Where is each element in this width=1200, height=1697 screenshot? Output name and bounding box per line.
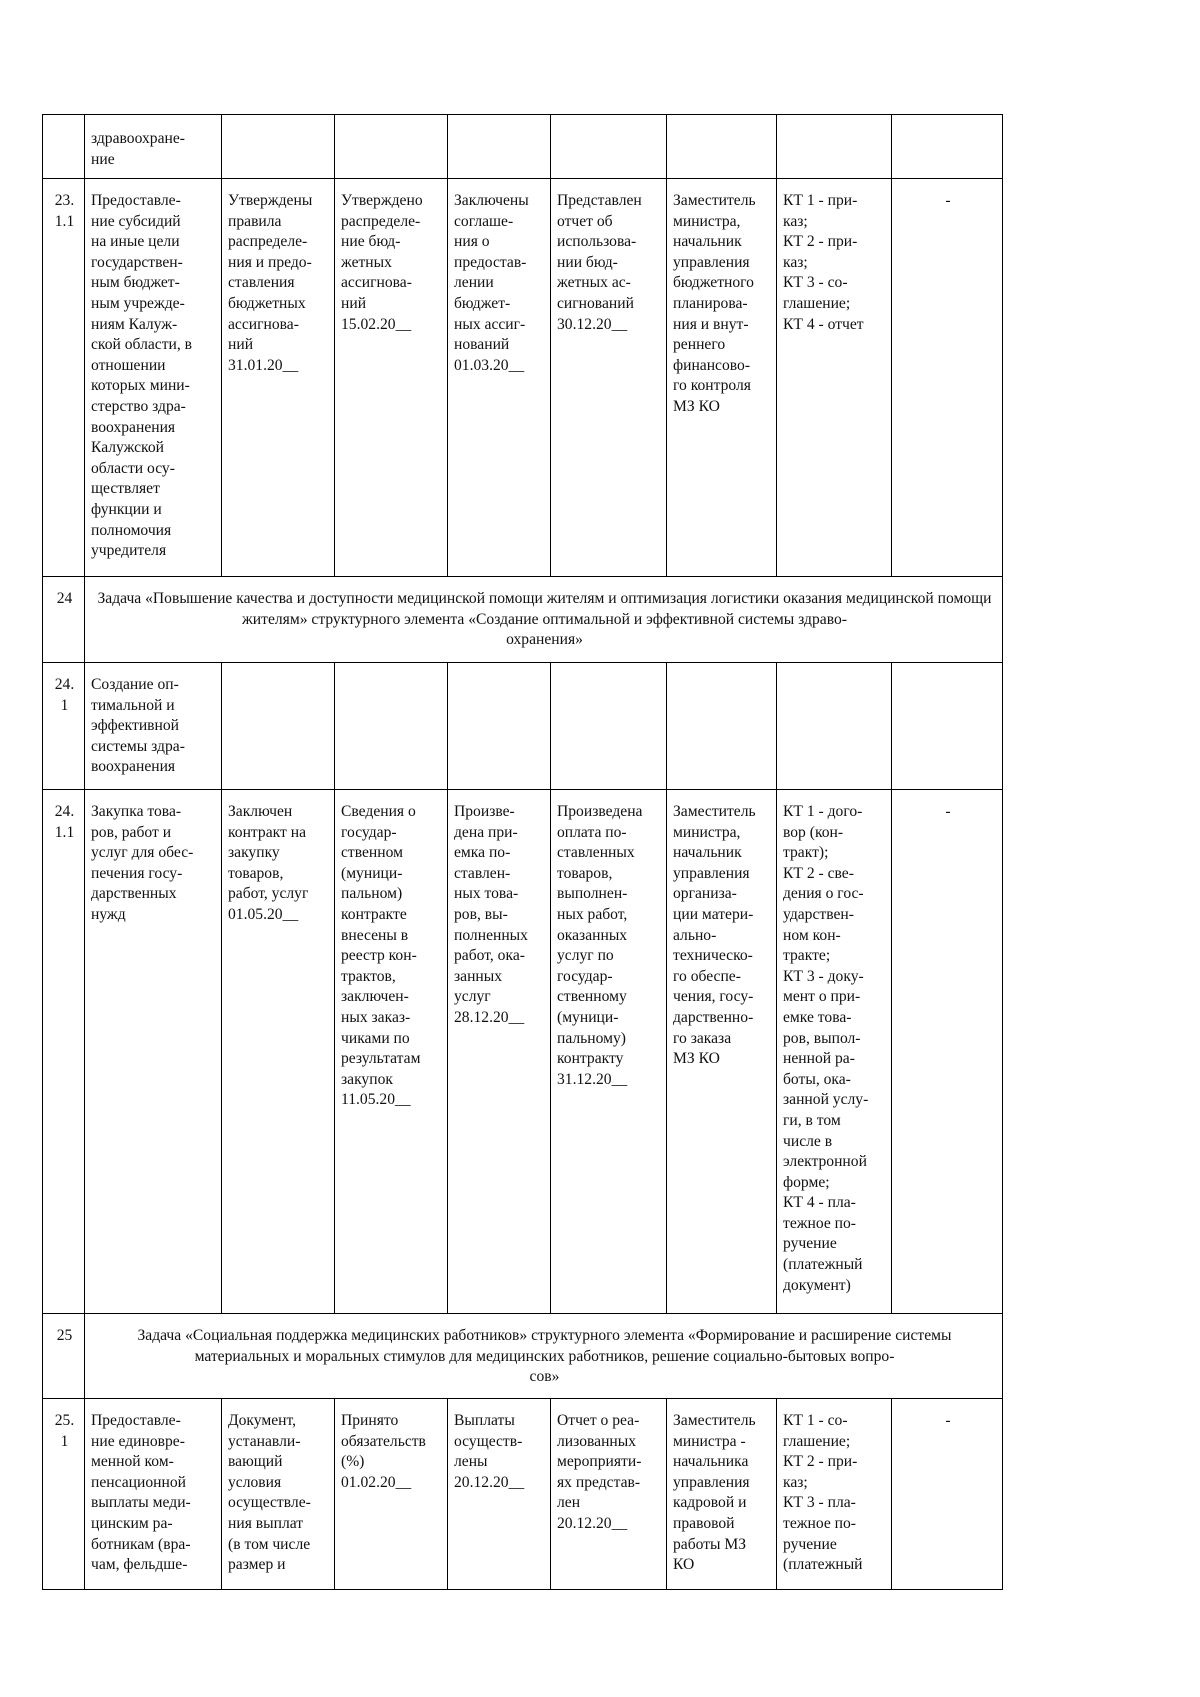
table-row: [43, 1399, 1003, 1590]
activity-name: Закупка това- ров, работ и услуг для обес- печения госу- дарственных нужд: [85, 790, 222, 1314]
row-number: 24: [43, 577, 85, 663]
documents: КТ 1 - при- каз; КТ 2 - при- каз; КТ 3 - со- глашение; КТ 4 - отчет: [777, 179, 892, 577]
row-number: 23. 1.1: [43, 179, 85, 577]
documents: [777, 115, 892, 179]
activity-name: Предоставле- ние субсидий на иные цели государствен- ным бюджет- ным учрежде- ниям Калуж- ской области, в отношении которых мини- стерство здра- воохранения Калужской области осу- ществляет функции и полномочия учредителя: [85, 179, 222, 577]
task-heading: Задача «Повышение качества и доступности медицинской помощи жителям и оптимизация логистики оказания медицинской помощи жителям» структурного элемента «Создание оптимальной и эффективной системы здраво- охранения»: [85, 577, 1003, 663]
row-number: [43, 115, 85, 179]
control-point-1: [222, 115, 335, 179]
last-column: [892, 663, 1003, 790]
control-point-4: Произведена оплата по- ставленных товаров, выполнен- ных работ, оказанных услуг по государ- ственному (муници- пальному) контракту 31.12.20__: [551, 790, 667, 1314]
last-column: -: [892, 1399, 1003, 1590]
control-point-2: [335, 663, 448, 790]
table-row: [43, 663, 1003, 790]
task-heading: Задача «Социальная поддержка медицинских работников» структурного элемента «Формирование и расширение системы материальных и моральных стимулов для медицинских работников, решение социально-бытовых вопро- сов»: [85, 1314, 1003, 1399]
documents: [777, 663, 892, 790]
control-point-3: Выплаты осуществ- лены 20.12.20__: [448, 1399, 551, 1590]
last-column: -: [892, 790, 1003, 1314]
responsible: Заместитель министра - начальника управления кадровой и правовой работы МЗ КО: [667, 1399, 777, 1590]
control-point-2: [335, 115, 448, 179]
documents: КТ 1 - дого- вор (кон- тракт); КТ 2 - све- дения о гос- ударствен- ном кон- тракте; КТ 3 - доку- мент о при- емке това- ров, выпол- ненной ра- боты, ока- занной услу- ги, в том числе в электронной форме; КТ 4 - пла- тежное по- ручение (платежный документ): [777, 790, 892, 1314]
table-row: [43, 115, 1003, 179]
responsible: [667, 115, 777, 179]
control-point-3: [448, 115, 551, 179]
control-point-2: Утверждено распределе- ние бюд- жетных ассигнова- ний 15.02.20__: [335, 179, 448, 577]
row-number: 25: [43, 1314, 85, 1399]
row-number: 24. 1.1: [43, 790, 85, 1314]
control-point-1: Утверждены правила распределе- ния и предо- ставления бюджетных ассигнова- ний 31.01.20__: [222, 179, 335, 577]
last-column: -: [892, 179, 1003, 577]
control-point-2: Принято обязательств (%) 01.02.20__: [335, 1399, 448, 1590]
control-point-1: Заключен контракт на закупку товаров, работ, услуг 01.05.20__: [222, 790, 335, 1314]
responsible: Заместитель министра, начальник управления организа- ции матери- ально- техническо- го обеспе- чения, госу- дарственно- го заказа МЗ КО: [667, 790, 777, 1314]
activity-name: Создание оп- тимальной и эффективной системы здра- воохранения: [85, 663, 222, 790]
table-row: [43, 790, 1003, 1314]
row-number: 24. 1: [43, 663, 85, 790]
control-points-table: [42, 114, 1003, 1590]
control-point-4: [551, 663, 667, 790]
activity-name: здравоохране- ние: [85, 115, 222, 179]
table-row: [43, 577, 1003, 663]
responsible: [667, 663, 777, 790]
responsible: Заместитель министра, начальник управления бюджетного планирова- ния и внут- реннего финансово- го контроля МЗ КО: [667, 179, 777, 577]
control-point-4: [551, 115, 667, 179]
control-point-1: Документ, устанавли- вающий условия осуществле- ния выплат (в том числе размер и: [222, 1399, 335, 1590]
row-number: 25. 1: [43, 1399, 85, 1590]
documents: КТ 1 - со- глашение; КТ 2 - при- каз; КТ 3 - пла- тежное по- ручение (платежный: [777, 1399, 892, 1590]
table-row: [43, 179, 1003, 577]
control-point-1: [222, 663, 335, 790]
control-point-3: [448, 663, 551, 790]
activity-name: Предоставле- ние единовре- менной ком- пенсационной выплаты меди- цинским ра- ботникам (вра- чам, фельдше-: [85, 1399, 222, 1590]
control-point-3: Заключены соглаше- ния о предостав- лении бюджет- ных ассиг- нований 01.03.20__: [448, 179, 551, 577]
control-point-3: Произве- дена при- емка по- ставлен- ных това- ров, вы- полненных работ, ока- занных услуг 28.12.20__: [448, 790, 551, 1314]
last-column: [892, 115, 1003, 179]
control-point-4: Отчет о реа- лизованных мероприяти- ях представ- лен 20.12.20__: [551, 1399, 667, 1590]
control-point-2: Сведения о государ- ственном (муници- пальном) контракте внесены в реестр кон- трактов, заключен- ных заказ- чиками по результатам закупок 11.05.20__: [335, 790, 448, 1314]
control-point-4: Представлен отчет об использова- нии бюд- жетных ас- сигнований 30.12.20__: [551, 179, 667, 577]
table-row: [43, 1314, 1003, 1399]
